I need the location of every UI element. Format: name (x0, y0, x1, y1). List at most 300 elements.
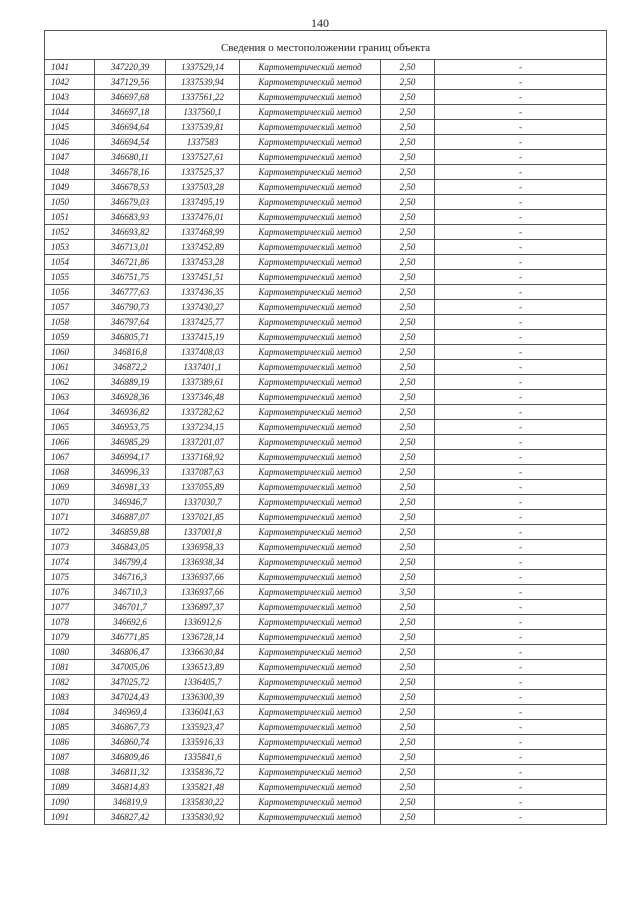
point-number-cell: 1043 (45, 90, 95, 105)
table-row (45, 690, 607, 705)
coord-x-cell: 346859,88 (95, 525, 166, 540)
accuracy-cell: 2,50 (381, 285, 435, 300)
table-row (45, 570, 607, 585)
coord-y-cell: 1336300,39 (166, 690, 240, 705)
method-cell: Картометрический метод (240, 600, 381, 615)
method-cell: Картометрический метод (240, 105, 381, 120)
note-cell: - (435, 495, 607, 510)
note-cell: - (435, 630, 607, 645)
method-cell: Картометрический метод (240, 630, 381, 645)
coord-x-cell: 346679,03 (95, 195, 166, 210)
coord-y-cell: 1337346,48 (166, 390, 240, 405)
method-cell: Картометрический метод (240, 705, 381, 720)
note-cell: - (435, 180, 607, 195)
coord-y-cell: 1337001,8 (166, 525, 240, 540)
method-cell: Картометрический метод (240, 765, 381, 780)
point-number-cell: 1044 (45, 105, 95, 120)
coord-x-cell: 346694,54 (95, 135, 166, 150)
note-cell: - (435, 675, 607, 690)
coord-x-cell: 346946,7 (95, 495, 166, 510)
method-cell: Картометрический метод (240, 750, 381, 765)
coord-y-cell: 1337503,28 (166, 180, 240, 195)
coord-x-cell: 346799,4 (95, 555, 166, 570)
table-row (45, 810, 607, 825)
table-row (45, 270, 607, 285)
table-row (45, 420, 607, 435)
coord-y-cell: 1337425,77 (166, 315, 240, 330)
point-number-cell: 1085 (45, 720, 95, 735)
point-number-cell: 1082 (45, 675, 95, 690)
coord-y-cell: 1337539,81 (166, 120, 240, 135)
point-number-cell: 1067 (45, 450, 95, 465)
table-row (45, 180, 607, 195)
table-row (45, 225, 607, 240)
coord-y-cell: 1337436,35 (166, 285, 240, 300)
table-row (45, 585, 607, 600)
coord-x-cell: 346701,7 (95, 600, 166, 615)
point-number-cell: 1052 (45, 225, 95, 240)
coord-x-cell: 346809,46 (95, 750, 166, 765)
point-number-cell: 1088 (45, 765, 95, 780)
method-cell: Картометрический метод (240, 540, 381, 555)
note-cell: - (435, 210, 607, 225)
note-cell: - (435, 450, 607, 465)
note-cell: - (435, 270, 607, 285)
accuracy-cell: 2,50 (381, 465, 435, 480)
table-row (45, 525, 607, 540)
coord-y-cell: 1337527,61 (166, 150, 240, 165)
point-number-cell: 1065 (45, 420, 95, 435)
accuracy-cell: 2,50 (381, 315, 435, 330)
method-cell: Картометрический метод (240, 150, 381, 165)
table-row (45, 210, 607, 225)
note-cell: - (435, 105, 607, 120)
coord-y-cell: 1337401,1 (166, 360, 240, 375)
point-number-cell: 1056 (45, 285, 95, 300)
method-cell: Картометрический метод (240, 570, 381, 585)
accuracy-cell: 2,50 (381, 780, 435, 795)
note-cell: - (435, 300, 607, 315)
table-row (45, 480, 607, 495)
method-cell: Картометрический метод (240, 345, 381, 360)
accuracy-cell: 2,50 (381, 165, 435, 180)
coord-y-cell: 1337453,28 (166, 255, 240, 270)
note-cell: - (435, 585, 607, 600)
accuracy-cell: 2,50 (381, 720, 435, 735)
note-cell: - (435, 405, 607, 420)
coord-y-cell: 1336728,14 (166, 630, 240, 645)
coord-y-cell: 1337430,27 (166, 300, 240, 315)
coord-y-cell: 1335916,33 (166, 735, 240, 750)
note-cell: - (435, 780, 607, 795)
point-number-cell: 1069 (45, 480, 95, 495)
method-cell: Картометрический метод (240, 240, 381, 255)
accuracy-cell: 2,50 (381, 210, 435, 225)
coord-y-cell: 1335830,92 (166, 810, 240, 825)
point-number-cell: 1072 (45, 525, 95, 540)
method-cell: Картометрический метод (240, 315, 381, 330)
point-number-cell: 1062 (45, 375, 95, 390)
table-row (45, 555, 607, 570)
note-cell: - (435, 75, 607, 90)
point-number-cell: 1091 (45, 810, 95, 825)
method-cell: Картометрический метод (240, 165, 381, 180)
accuracy-cell: 2,50 (381, 420, 435, 435)
note-cell: - (435, 285, 607, 300)
coord-y-cell: 1337168,92 (166, 450, 240, 465)
accuracy-cell: 2,50 (381, 690, 435, 705)
note-cell: - (435, 255, 607, 270)
section-header-row (45, 37, 607, 60)
note-cell: - (435, 165, 607, 180)
note-cell: - (435, 810, 607, 825)
table-row (45, 435, 607, 450)
point-number-cell: 1059 (45, 330, 95, 345)
accuracy-cell: 2,50 (381, 525, 435, 540)
point-number-cell: 1050 (45, 195, 95, 210)
note-cell: - (435, 390, 607, 405)
table-row (45, 720, 607, 735)
table-row (45, 135, 607, 150)
accuracy-cell: 2,50 (381, 630, 435, 645)
method-cell: Картометрический метод (240, 810, 381, 825)
table-row (45, 75, 607, 90)
method-cell: Картометрический метод (240, 735, 381, 750)
point-number-cell: 1064 (45, 405, 95, 420)
table-row (45, 165, 607, 180)
coord-y-cell: 1336938,34 (166, 555, 240, 570)
coord-x-cell: 346981,33 (95, 480, 166, 495)
note-cell: - (435, 690, 607, 705)
coord-y-cell: 1337451,51 (166, 270, 240, 285)
accuracy-cell: 2,50 (381, 75, 435, 90)
table-row (45, 360, 607, 375)
table-row (45, 645, 607, 660)
coord-x-cell: 346887,07 (95, 510, 166, 525)
coord-y-cell: 1337468,99 (166, 225, 240, 240)
coord-x-cell: 346996,33 (95, 465, 166, 480)
coord-y-cell: 1335841,6 (166, 750, 240, 765)
note-cell: - (435, 435, 607, 450)
coord-x-cell: 346889,19 (95, 375, 166, 390)
coord-x-cell: 346994,17 (95, 450, 166, 465)
coord-y-cell: 1337529,14 (166, 60, 240, 75)
coord-x-cell: 346777,63 (95, 285, 166, 300)
coord-y-cell: 1336937,66 (166, 570, 240, 585)
table-row (45, 330, 607, 345)
note-cell: - (435, 540, 607, 555)
accuracy-cell: 2,50 (381, 375, 435, 390)
method-cell: Картометрический метод (240, 780, 381, 795)
point-number-cell: 1075 (45, 570, 95, 585)
coord-x-cell: 346710,3 (95, 585, 166, 600)
method-cell: Картометрический метод (240, 495, 381, 510)
accuracy-cell: 2,50 (381, 60, 435, 75)
note-cell: - (435, 510, 607, 525)
method-cell: Картометрический метод (240, 90, 381, 105)
coord-x-cell: 347024,43 (95, 690, 166, 705)
coord-y-cell: 1337476,01 (166, 210, 240, 225)
point-number-cell: 1068 (45, 465, 95, 480)
point-number-cell: 1053 (45, 240, 95, 255)
table-row (45, 465, 607, 480)
method-cell: Картометрический метод (240, 75, 381, 90)
point-number-cell: 1061 (45, 360, 95, 375)
point-number-cell: 1083 (45, 690, 95, 705)
coord-x-cell: 347005,06 (95, 660, 166, 675)
note-cell: - (435, 750, 607, 765)
coord-y-cell: 1335821,48 (166, 780, 240, 795)
table-row (45, 795, 607, 810)
point-number-cell: 1073 (45, 540, 95, 555)
method-cell: Картометрический метод (240, 255, 381, 270)
coord-x-cell: 346693,82 (95, 225, 166, 240)
coord-x-cell: 346985,29 (95, 435, 166, 450)
point-number-cell: 1054 (45, 255, 95, 270)
method-cell: Картометрический метод (240, 675, 381, 690)
note-cell: - (435, 315, 607, 330)
coord-x-cell: 346936,82 (95, 405, 166, 420)
point-number-cell: 1074 (45, 555, 95, 570)
accuracy-cell: 2,50 (381, 810, 435, 825)
accuracy-cell: 2,50 (381, 180, 435, 195)
method-cell: Картометрический метод (240, 120, 381, 135)
coord-y-cell: 1337087,63 (166, 465, 240, 480)
coord-x-cell: 346928,36 (95, 390, 166, 405)
coord-x-cell: 346797,64 (95, 315, 166, 330)
coord-x-cell: 346692,6 (95, 615, 166, 630)
table-row (45, 495, 607, 510)
coord-x-cell: 346751,75 (95, 270, 166, 285)
coord-y-cell: 1336405,7 (166, 675, 240, 690)
coord-x-cell: 346805,71 (95, 330, 166, 345)
point-number-cell: 1071 (45, 510, 95, 525)
coord-y-cell: 1336513,89 (166, 660, 240, 675)
table-row (45, 750, 607, 765)
point-number-cell: 1070 (45, 495, 95, 510)
accuracy-cell: 2,50 (381, 120, 435, 135)
coord-y-cell: 1336937,66 (166, 585, 240, 600)
note-cell: - (435, 795, 607, 810)
method-cell: Картометрический метод (240, 510, 381, 525)
note-cell: - (435, 765, 607, 780)
coord-y-cell: 1337389,61 (166, 375, 240, 390)
accuracy-cell: 2,50 (381, 150, 435, 165)
point-number-cell: 1077 (45, 600, 95, 615)
point-number-cell: 1063 (45, 390, 95, 405)
note-cell: - (435, 345, 607, 360)
point-number-cell: 1066 (45, 435, 95, 450)
point-number-cell: 1079 (45, 630, 95, 645)
point-number-cell: 1081 (45, 660, 95, 675)
accuracy-cell: 2,50 (381, 240, 435, 255)
accuracy-cell: 2,50 (381, 195, 435, 210)
method-cell: Картометрический метод (240, 270, 381, 285)
coord-y-cell: 1337495,19 (166, 195, 240, 210)
accuracy-cell: 2,50 (381, 450, 435, 465)
table-row (45, 255, 607, 270)
method-cell: Картометрический метод (240, 435, 381, 450)
method-cell: Картометрический метод (240, 210, 381, 225)
coord-y-cell: 1337021,85 (166, 510, 240, 525)
accuracy-cell: 2,50 (381, 705, 435, 720)
accuracy-cell: 2,50 (381, 600, 435, 615)
table-row (45, 540, 607, 555)
coord-y-cell: 1337234,15 (166, 420, 240, 435)
method-cell: Картометрический метод (240, 60, 381, 75)
table-row (45, 315, 607, 330)
table-row (45, 300, 607, 315)
point-number-cell: 1047 (45, 150, 95, 165)
table-row (45, 780, 607, 795)
point-number-cell: 1055 (45, 270, 95, 285)
coord-y-cell: 1335923,47 (166, 720, 240, 735)
coord-x-cell: 346872,2 (95, 360, 166, 375)
point-number-cell: 1078 (45, 615, 95, 630)
accuracy-cell: 2,50 (381, 225, 435, 240)
coord-y-cell: 1337030,7 (166, 495, 240, 510)
note-cell: - (435, 195, 607, 210)
coord-x-cell: 346790,73 (95, 300, 166, 315)
section-title: Сведения о местоположении границ объекта (45, 37, 607, 60)
coord-y-cell: 1337560,1 (166, 105, 240, 120)
coord-y-cell: 1336958,33 (166, 540, 240, 555)
table-row (45, 600, 607, 615)
method-cell: Картометрический метод (240, 465, 381, 480)
point-number-cell: 1057 (45, 300, 95, 315)
point-number-cell: 1058 (45, 315, 95, 330)
coord-y-cell: 1336897,37 (166, 600, 240, 615)
point-number-cell: 1060 (45, 345, 95, 360)
table-row (45, 765, 607, 780)
note-cell: - (435, 330, 607, 345)
table-row (45, 285, 607, 300)
note-cell: - (435, 465, 607, 480)
method-cell: Картометрический метод (240, 645, 381, 660)
point-number-cell: 1046 (45, 135, 95, 150)
note-cell: - (435, 615, 607, 630)
table-row (45, 195, 607, 210)
method-cell: Картометрический метод (240, 135, 381, 150)
accuracy-cell: 2,50 (381, 615, 435, 630)
coord-x-cell: 346806,47 (95, 645, 166, 660)
table-row (45, 150, 607, 165)
method-cell: Картометрический метод (240, 375, 381, 390)
table-row (45, 240, 607, 255)
method-cell: Картометрический метод (240, 525, 381, 540)
note-cell: - (435, 360, 607, 375)
table-row (45, 105, 607, 120)
note-cell: - (435, 375, 607, 390)
point-number-cell: 1080 (45, 645, 95, 660)
method-cell: Картометрический метод (240, 720, 381, 735)
point-number-cell: 1045 (45, 120, 95, 135)
point-number-cell: 1089 (45, 780, 95, 795)
table-row (45, 705, 607, 720)
point-number-cell: 1042 (45, 75, 95, 90)
accuracy-cell: 2,50 (381, 510, 435, 525)
coord-y-cell: 1337539,94 (166, 75, 240, 90)
note-cell: - (435, 600, 607, 615)
accuracy-cell: 2,50 (381, 765, 435, 780)
method-cell: Картометрический метод (240, 285, 381, 300)
accuracy-cell: 2,50 (381, 255, 435, 270)
method-cell: Картометрический метод (240, 330, 381, 345)
table-body (45, 31, 607, 825)
method-cell: Картометрический метод (240, 405, 381, 420)
boundary-table (44, 30, 607, 825)
method-cell: Картометрический метод (240, 420, 381, 435)
accuracy-cell: 2,50 (381, 480, 435, 495)
coord-y-cell: 1337452,89 (166, 240, 240, 255)
coord-x-cell: 347129,56 (95, 75, 166, 90)
coord-x-cell: 346713,01 (95, 240, 166, 255)
coord-x-cell: 346816,8 (95, 345, 166, 360)
coord-y-cell: 1336630,84 (166, 645, 240, 660)
point-number-cell: 1086 (45, 735, 95, 750)
table-row (45, 90, 607, 105)
accuracy-cell: 2,50 (381, 360, 435, 375)
method-cell: Картометрический метод (240, 390, 381, 405)
coord-x-cell: 346819,9 (95, 795, 166, 810)
coord-y-cell: 1337055,89 (166, 480, 240, 495)
coord-x-cell: 346827,42 (95, 810, 166, 825)
accuracy-cell: 2,50 (381, 300, 435, 315)
coord-y-cell: 1336041,63 (166, 705, 240, 720)
accuracy-cell: 2,50 (381, 645, 435, 660)
accuracy-cell: 2,50 (381, 675, 435, 690)
coord-y-cell: 1337415,19 (166, 330, 240, 345)
note-cell: - (435, 240, 607, 255)
accuracy-cell: 2,50 (381, 90, 435, 105)
method-cell: Картометрический метод (240, 795, 381, 810)
coord-y-cell: 1337408,03 (166, 345, 240, 360)
method-cell: Картометрический метод (240, 225, 381, 240)
coord-x-cell: 346969,4 (95, 705, 166, 720)
method-cell: Картометрический метод (240, 180, 381, 195)
note-cell: - (435, 645, 607, 660)
method-cell: Картометрический метод (240, 480, 381, 495)
table-row (45, 510, 607, 525)
method-cell: Картометрический метод (240, 450, 381, 465)
table-row (45, 450, 607, 465)
coord-x-cell: 346811,32 (95, 765, 166, 780)
coord-x-cell: 346694,64 (95, 120, 166, 135)
table-row (45, 675, 607, 690)
coord-x-cell: 346721,86 (95, 255, 166, 270)
coord-x-cell: 346867,73 (95, 720, 166, 735)
accuracy-cell: 2,50 (381, 735, 435, 750)
accuracy-cell: 2,50 (381, 330, 435, 345)
coord-x-cell: 346953,75 (95, 420, 166, 435)
table-row (45, 120, 607, 135)
table-row (45, 735, 607, 750)
coord-x-cell: 347025,72 (95, 675, 166, 690)
note-cell: - (435, 135, 607, 150)
method-cell: Картометрический метод (240, 555, 381, 570)
table-row (45, 405, 607, 420)
point-number-cell: 1084 (45, 705, 95, 720)
note-cell: - (435, 90, 607, 105)
accuracy-cell: 2,50 (381, 135, 435, 150)
table-row (45, 60, 607, 75)
table-row (45, 390, 607, 405)
method-cell: Картометрический метод (240, 690, 381, 705)
note-cell: - (435, 60, 607, 75)
table-row (45, 660, 607, 675)
accuracy-cell: 2,50 (381, 495, 435, 510)
table-row (45, 345, 607, 360)
